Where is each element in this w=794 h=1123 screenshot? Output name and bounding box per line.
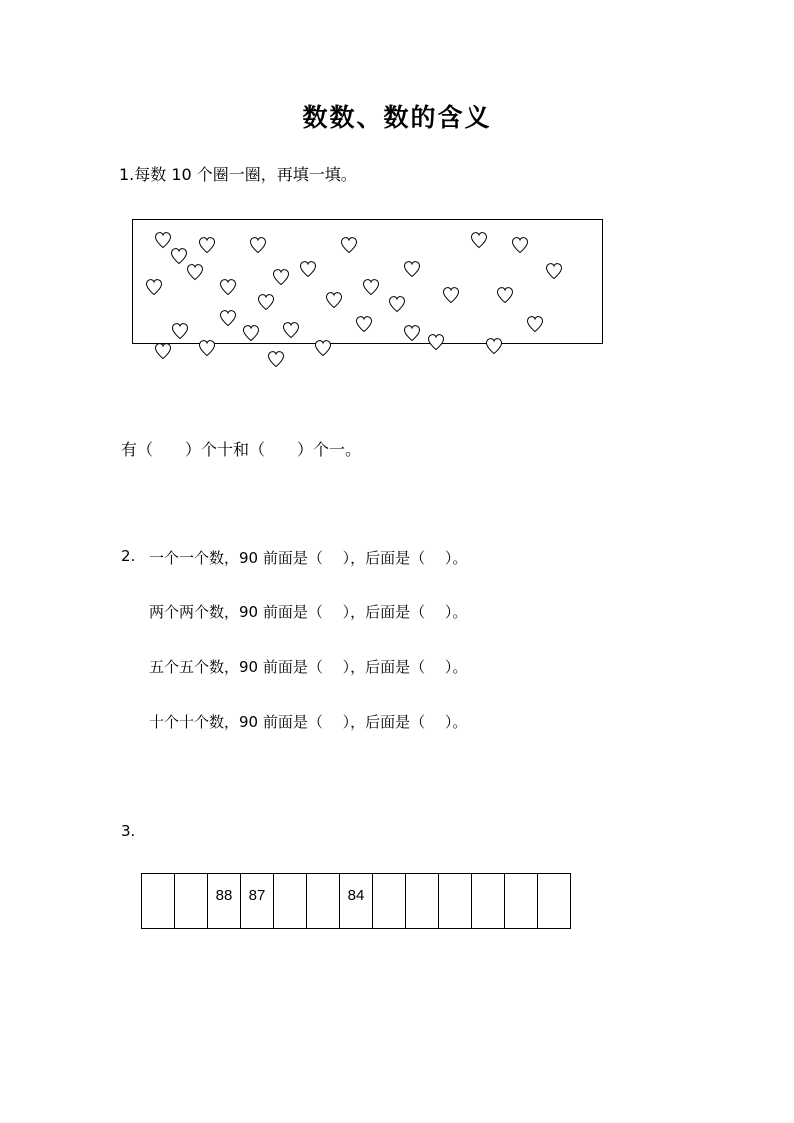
heart-icon (198, 339, 216, 357)
question-1-prompt: 1.每数 10 个圈一圈，再填一填。 (119, 165, 357, 184)
question-1-fill-in: 有（ ）个十和（ ）个一。 (121, 440, 362, 459)
heart-icon (249, 236, 267, 254)
sequence-cell (208, 874, 241, 929)
heart-icon (242, 324, 260, 342)
question-2-line-2: 两个两个数，90 前面是（ ），后面是（ ）。 (149, 603, 468, 621)
heart-icon (545, 262, 563, 280)
sequence-cell (307, 874, 340, 929)
question-2-number: 2. (121, 547, 136, 565)
heart-icon (485, 337, 503, 355)
sequence-cell (538, 874, 571, 929)
sequence-cell (505, 874, 538, 929)
question-3-number: 3. (121, 822, 136, 840)
sequence-cell-value: 87 (248, 886, 266, 904)
number-sequence-table (141, 873, 571, 929)
sequence-cell (472, 874, 505, 929)
heart-icon (470, 231, 488, 249)
heart-icon (355, 315, 373, 333)
heart-icon (427, 333, 445, 351)
heart-icon (403, 260, 421, 278)
heart-icon (511, 236, 529, 254)
page-title: 数数、数的含义 (302, 103, 492, 132)
heart-icon (299, 260, 317, 278)
heart-icon (362, 278, 380, 296)
sequence-cell (274, 874, 307, 929)
heart-icon (403, 324, 421, 342)
heart-icon (154, 342, 172, 360)
heart-icon (526, 315, 544, 333)
heart-icon (186, 263, 204, 281)
question-2-line-3: 五个五个数，90 前面是（ ），后面是（ ）。 (149, 658, 468, 676)
heart-icon (198, 236, 216, 254)
heart-icon (219, 309, 237, 327)
heart-icon (340, 236, 358, 254)
heart-icon (257, 293, 275, 311)
heart-icon (282, 321, 300, 339)
heart-icon (314, 339, 332, 357)
heart-icon (388, 295, 406, 313)
heart-icon (442, 286, 460, 304)
sequence-cell-value: 88 (215, 886, 233, 904)
question-2-line-1: 一个一个数，90 前面是（ ），后面是（ ）。 (149, 549, 468, 567)
heart-icon (267, 350, 285, 368)
heart-icon (272, 268, 290, 286)
question-2-line-4: 十个十个数，90 前面是（ ），后面是（ ）。 (149, 713, 468, 731)
sequence-cell (439, 874, 472, 929)
number-sequence-row (142, 874, 571, 929)
heart-icon (496, 286, 514, 304)
sequence-cell (241, 874, 274, 929)
heart-icon (171, 322, 189, 340)
sequence-cell (340, 874, 373, 929)
sequence-cell (373, 874, 406, 929)
sequence-cell-value: 84 (347, 886, 365, 904)
heart-icon (219, 278, 237, 296)
sequence-cell (406, 874, 439, 929)
heart-icon (145, 278, 163, 296)
sequence-cell (175, 874, 208, 929)
sequence-cell (142, 874, 175, 929)
heart-icon (325, 291, 343, 309)
